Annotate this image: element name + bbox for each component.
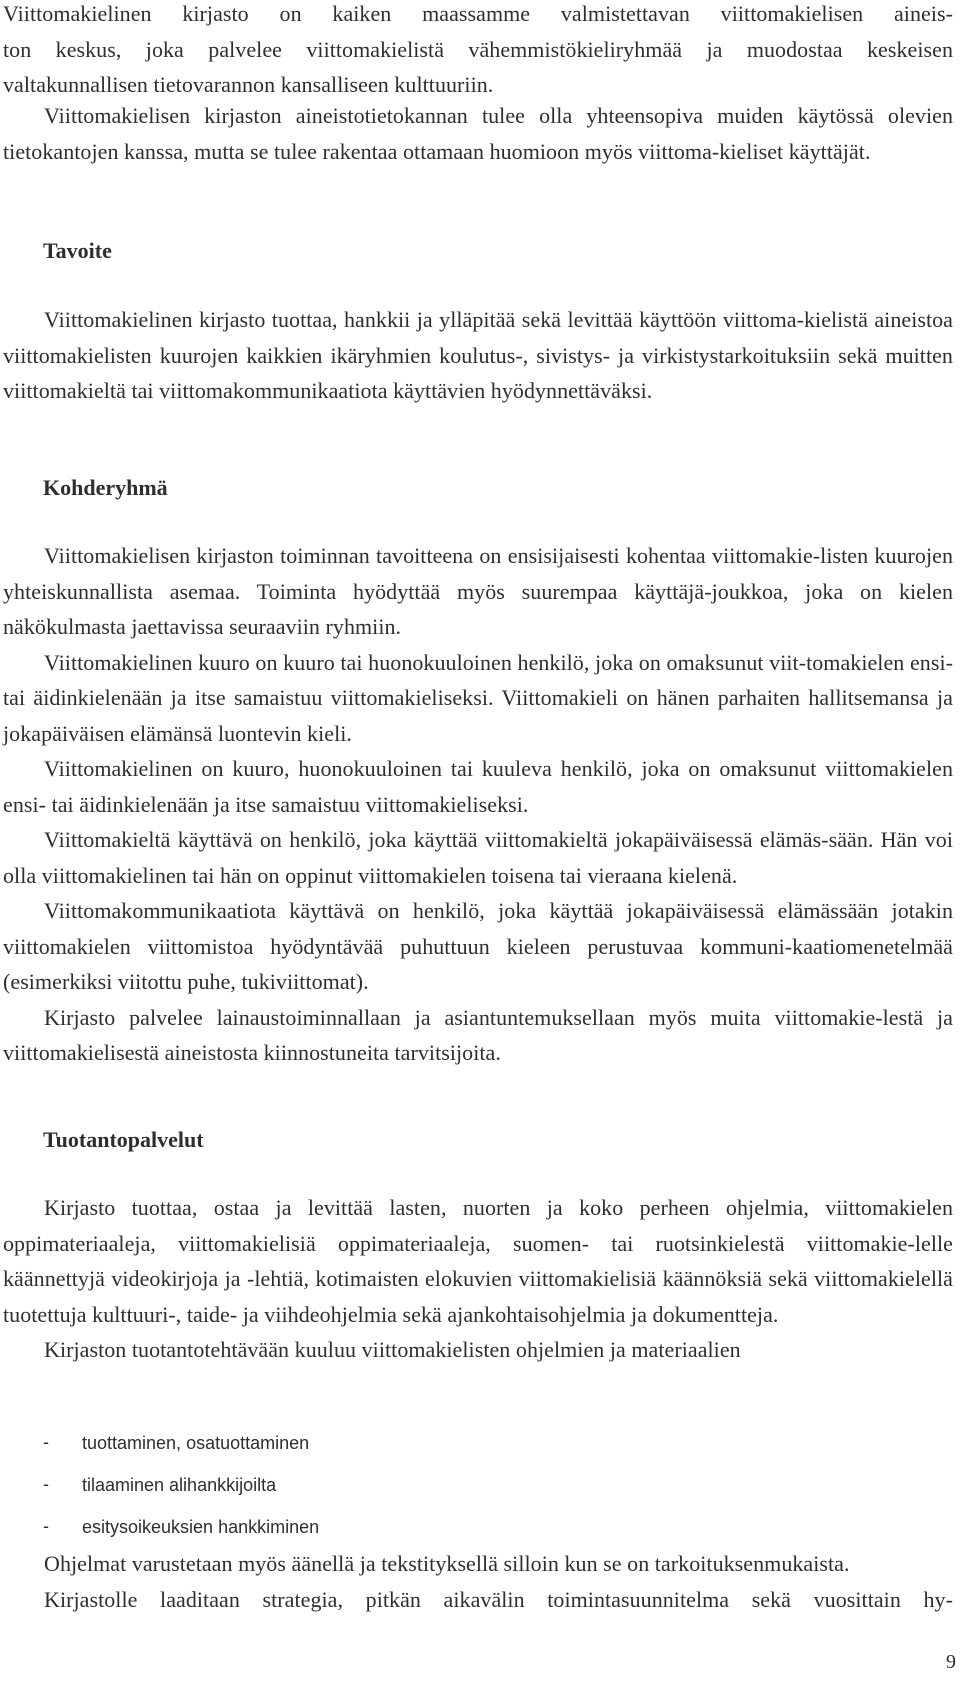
list-dash: - xyxy=(43,1474,49,1494)
list-item xyxy=(43,1429,643,1471)
intro-p1-line-3: valtakunnallisen tietovarannon kansalliseen kulttuuriin. xyxy=(3,72,494,97)
tuotantopalvelut-block xyxy=(3,1190,953,1368)
list-item xyxy=(43,1471,643,1513)
tavoite-p1-text: Viittomakielinen kirjasto tuottaa, hankkii ja ylläpitää sekä levittää käyttöön viittoma-kielistä aineistoa viittomakielisten kuurojen kaikkien ikäryhmien koulutus-, sivistys- ja virkistystarkoituksiin sekä muitten viittomakieltä tai viittomakommunikaatiota käyttävien hyödynnettäväksi. xyxy=(3,307,953,403)
intro-p1-line-1: Viittomakielinen kirjasto on kaiken maassamme valmistettavan viittomakielisen aineis- xyxy=(3,1,953,26)
list-item-text: esitysoikeuksien hankkiminen xyxy=(82,1517,320,1537)
list-dash: - xyxy=(43,1516,49,1536)
section-heading-kohderyhma: Kohderyhmä xyxy=(43,475,168,500)
kohderyhma-p3-text: Viittomakielinen on kuuro, huonokuuloinen tai kuuleva henkilö, joka on omaksunut viittomakielen ensi- tai äidinkielenään ja itse samaistuu viittomakieliseksi. xyxy=(3,756,953,817)
production-tasks-list xyxy=(43,1429,643,1555)
list-item-text: tilaaminen alihankkijoilta xyxy=(82,1475,277,1495)
list-dash: - xyxy=(43,1432,49,1452)
kohderyhma-block xyxy=(3,538,953,1071)
tavoite-paragraph xyxy=(3,302,953,409)
intro-p2-text: Viittomakielisen kirjaston aineistotietokannan tulee olla yhteensopiva muiden käytössä olevien tietokantojen kanssa, mutta se tulee rakentaa ottamaan huomioon myös viittoma-kieliset käyttäjät. xyxy=(3,103,953,164)
kohderyhma-p6-text: Kirjasto palvelee lainaustoiminnallaan ja asiantuntemuksellaan myös muita viittomakie-lestä ja viittomakielisestä aineistosta kiinnostuneita tarvitsijoita. xyxy=(3,1004,953,1065)
list-item-text: tuottaminen, osatuottaminen xyxy=(82,1433,310,1453)
kohderyhma-p1-text: Viittomakielisen kirjaston toiminnan tavoitteena on ensisijaisesti kohentaa viittomakie-listen kuurojen yhteiskunnallista asemaa. Toiminta hyödyttää myös suurempaa käyttäjä-joukkoa, joka on kielen näkökulmasta jaettavissa seuraaviin ryhmiin. xyxy=(3,543,953,639)
tuotantopalvelut-p2-text: Kirjaston tuotantotehtävään kuuluu viittomakielisten ohjelmien ja materiaalien xyxy=(44,1337,741,1362)
tuotantopalvelut-p3-text: Ohjelmat varustetaan myös äänellä ja tekstityksellä silloin kun se on tarkoituksenmukaista. xyxy=(44,1551,850,1576)
kohderyhma-p4-text: Viittomakieltä käyttävä on henkilö, joka käyttää viittomakieltä jokapäiväisessä elämäs-sään. Hän voi olla viittomakielinen tai hän on oppinut viittomakielen toisena tai vieraana kielenä. xyxy=(3,827,953,888)
kohderyhma-p5-text: Viittomakommunikaatiota käyttävä on henkilö, joka käyttää jokapäiväisessä elämässään jotakin viittomakielen viittomistoa hyödyntävää puhuttuun kieleen perustuvaa kommuni-kaatiomenetelmää (esimerkiksi viitottu puhe, tukiviittomat). xyxy=(3,898,953,994)
intro-paragraph-1 xyxy=(3,0,953,103)
tuotantopalvelut-p1-text: Kirjasto tuottaa, ostaa ja levittää lasten, nuorten ja koko perheen ohjelmia, viittomakielen oppimateriaaleja, viittomakielisiä oppimateriaaleja, suomen- tai ruotsinkielestä viittomakie-lelle käännettyjä videokirjoja ja -lehtiä, kotimaisten elokuvien viittomakielisiä käännöksiä sekä viittomakielellä tuotettuja kulttuuri-, taide- ja viihdeohjelmia sekä ajankohtaisohjelmia ja dokumentteja. xyxy=(3,1195,953,1327)
kohderyhma-p2-text: Viittomakielinen kuuro on kuuro tai huonokuuloinen henkilö, joka on omaksunut viit-tomakielen ensi- tai äidinkielenään ja itse samaistuu viittomakieliseksi. Viittomakieli on hänen parhaiten hallitsemansa ja jokapäiväisen elämänsä luontevin kieli. xyxy=(3,649,953,746)
page-number: 9 xyxy=(946,1651,956,1673)
tuotantopalvelut-p4-text: Kirjastolle laaditaan strategia, pitkän aikavälin toimintasuunnitelma sekä vuosittain hy- xyxy=(44,1586,953,1612)
intro-paragraph-2 xyxy=(3,98,953,169)
tuotantopalvelut-block-2 xyxy=(3,1546,953,1617)
section-heading-tavoite: Tavoite xyxy=(43,238,112,263)
intro-p1-line-2: ton keskus, joka palvelee viittomakielistä vähemmistökieliryhmää ja muodostaa keskeisen xyxy=(3,36,953,62)
section-heading-tuotantopalvelut: Tuotantopalvelut xyxy=(43,1127,204,1152)
